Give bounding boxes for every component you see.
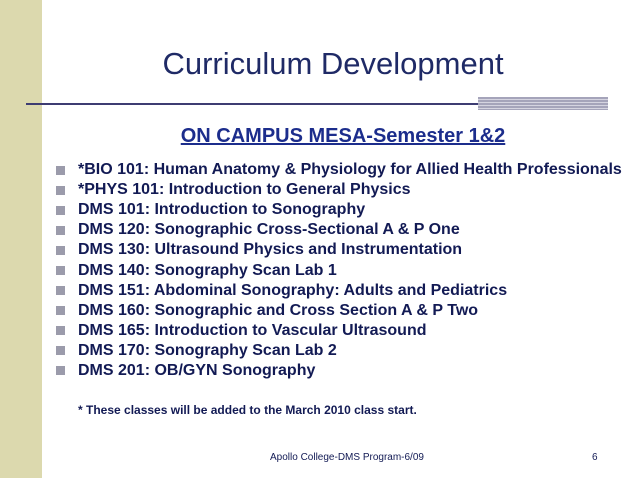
course-label: DMS 120: Sonographic Cross-Sectional A & P One <box>78 221 460 239</box>
square-bullet-icon <box>56 366 65 375</box>
course-label: DMS 130: Ultrasound Physics and Instrumentation <box>78 241 463 259</box>
square-bullet-icon <box>56 266 65 275</box>
list-item <box>56 240 622 260</box>
title-divider-accent <box>478 97 608 110</box>
list-item <box>56 220 622 240</box>
square-bullet-icon <box>56 326 65 335</box>
list-item <box>56 260 622 280</box>
course-label: *PHYS 101: Introduction to General Physics <box>78 181 411 199</box>
course-label: DMS 151: Abdominal Sonography: Adults and Pediatrics <box>78 281 508 299</box>
course-label: DMS 101: Introduction to Sonography <box>78 201 366 219</box>
square-bullet-icon <box>56 346 65 355</box>
square-bullet-icon <box>56 206 65 215</box>
slide-footer: Apollo College-DMS Program-6/09 <box>270 452 424 463</box>
square-bullet-icon <box>56 166 65 175</box>
square-bullet-icon <box>56 246 65 255</box>
footnote: * These classes will be added to the March 2010 class start. <box>78 403 417 417</box>
course-label: DMS 140: Sonography Scan Lab 1 <box>78 261 337 279</box>
square-bullet-icon <box>56 226 65 235</box>
course-label: DMS 165: Introduction to Vascular Ultrasound <box>78 321 427 339</box>
list-item <box>56 361 622 381</box>
course-list <box>56 160 622 381</box>
list-item <box>56 180 622 200</box>
list-item <box>56 341 622 361</box>
slide-title: Curriculum Development <box>162 46 504 81</box>
page-number: 6 <box>592 452 598 463</box>
square-bullet-icon <box>56 306 65 315</box>
list-item <box>56 200 622 220</box>
list-item <box>56 160 622 180</box>
course-label: *BIO 101: Human Anatomy & Physiology for Allied Health Professionals <box>78 161 622 179</box>
course-label: DMS 170: Sonography Scan Lab 2 <box>78 341 337 359</box>
course-label: DMS 160: Sonographic and Cross Section A & P Two <box>78 301 479 319</box>
list-item <box>56 281 622 301</box>
course-label: DMS 201: OB/GYN Sonography <box>78 361 316 379</box>
list-item <box>56 321 622 341</box>
square-bullet-icon <box>56 186 65 195</box>
square-bullet-icon <box>56 286 65 295</box>
list-item <box>56 301 622 321</box>
slide-subtitle: ON CAMPUS MESA-Semester 1&2 <box>180 125 506 147</box>
